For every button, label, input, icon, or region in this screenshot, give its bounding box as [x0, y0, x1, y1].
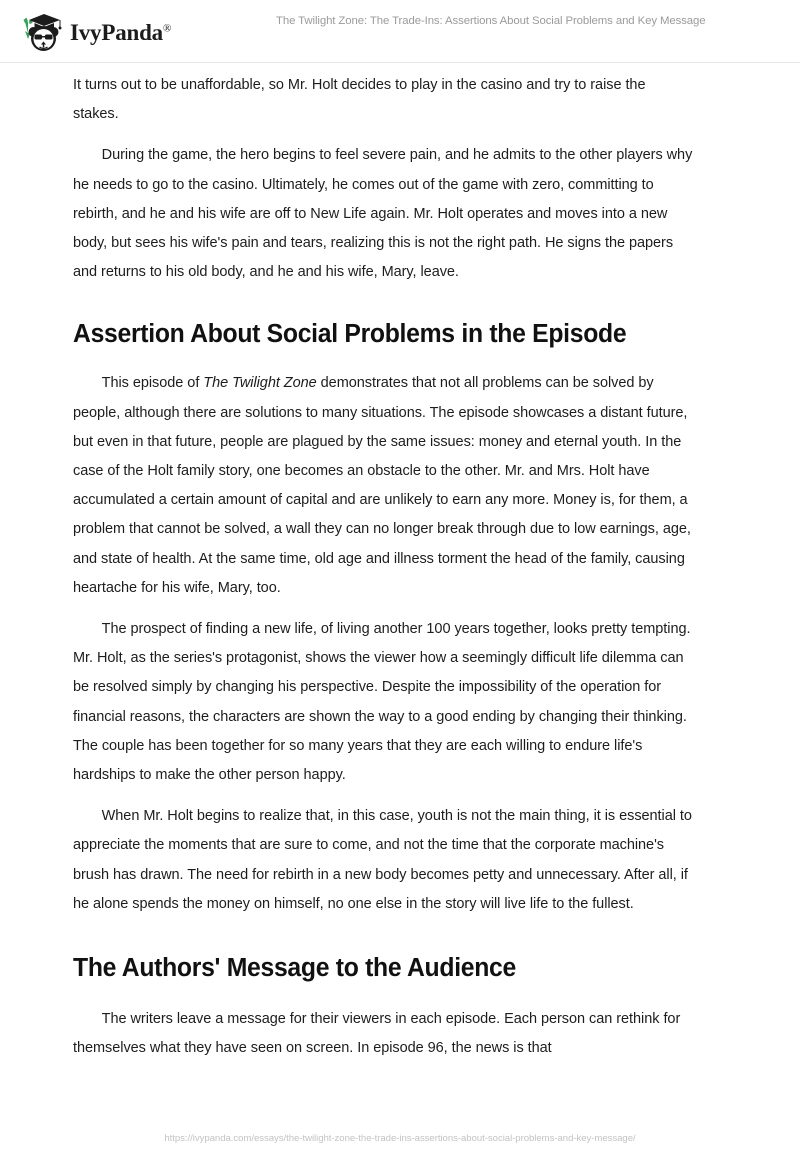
paragraph-3	[73, 368, 694, 602]
section-heading-authors-message: The Authors' Message to the Audience	[73, 954, 517, 983]
paragraph-2: During the game, the hero begins to feel severe pain, and he admits to the other players why he needs to go to the casino. Ultimately, he comes out of the game with zero, committing to rebirth, and he and his wife are off to New Life again. Mr. Holt operates and moves into a new body, but sees his wife's pain and tears, realizing this is not the right path. He signs the papers and returns to his old body, and he and his wife, Mary, leave.	[73, 146, 693, 281]
document-header-title: The Twilight Zone: The Trade-Ins: Assertions About Social Problems and Key Message	[276, 15, 706, 27]
site-footer	[0, 1128, 800, 1146]
paragraph-4: The prospect of finding a new life, of living another 100 years together, looks pretty tempting. Mr. Holt, as the series's protagonist, shows the viewer how a seemingly difficult life dilemma can be resolved simply by changing his perspective. Despite the impossibility of the operation for financial reasons, the characters are shown the way to a good ending by changing their thinking. The couple has been together for so many years that they are each willing to endure life's hardships to make the other person happy.	[73, 620, 691, 784]
paragraph-1: It turns out to be unaffordable, so Mr. Holt decides to play in the casino and try to raise the stakes.	[73, 76, 646, 123]
document-content	[73, 70, 723, 1062]
section-heading-assertion-about-social-problems: Assertion About Social Problems in the Episode	[73, 320, 627, 349]
paragraph-5: When Mr. Holt begins to realize that, in this case, youth is not the main thing, it is essential to appreciate the moments that are sure to come, and not the time that the corporate machine's brush has drawn. The need for rebirth in a new body becomes petty and unnecessary. After all, if he alone spends the money on himself, no one else in the story will live life to the fullest.	[73, 807, 692, 912]
brand-logo[interactable]	[18, 10, 171, 54]
section-2-heading-block	[73, 948, 723, 988]
footer-source-url[interactable]: https://ivypanda.com/essays/the-twilight-zone-the-trade-ins-assertions-about-social-problems-and-key-message/	[164, 1133, 636, 1144]
paragraph-3-lead: This episode of	[101, 374, 204, 392]
site-header	[0, 0, 800, 63]
paragraph-6: The writers leave a message for their viewers in each episode. Each person can rethink for themselves what they have seen on screen. In episode 96, the news is that	[73, 1010, 681, 1057]
section-1-heading-block	[73, 314, 723, 354]
paragraph-3-tail: demonstrates that not all problems can be solved by people, although there are solutions to many situations. The episode showcases a distant future, but even in that future, people are plagued by the same issues: money and eternal youth. In the case of the Holt family story, one becomes an obstacle to the other. Mr. and Mrs. Holt have accumulated a certain amount of capital and are unlikely to earn any more. Money is, for them, a problem that cannot be solved, a wall they can no longer break through due to low earnings, age, and state of health. At the same time, old age and illness torment the head of the family, causing heartache for his wife, Mary, too.	[73, 374, 691, 596]
brand-name-text: IvyPanda	[70, 19, 163, 45]
registered-trademark-icon: ®	[162, 21, 172, 34]
show-title-italic: The Twilight Zone	[203, 374, 317, 392]
brand-name	[70, 21, 171, 44]
panda-graduate-logo-icon	[18, 10, 64, 54]
